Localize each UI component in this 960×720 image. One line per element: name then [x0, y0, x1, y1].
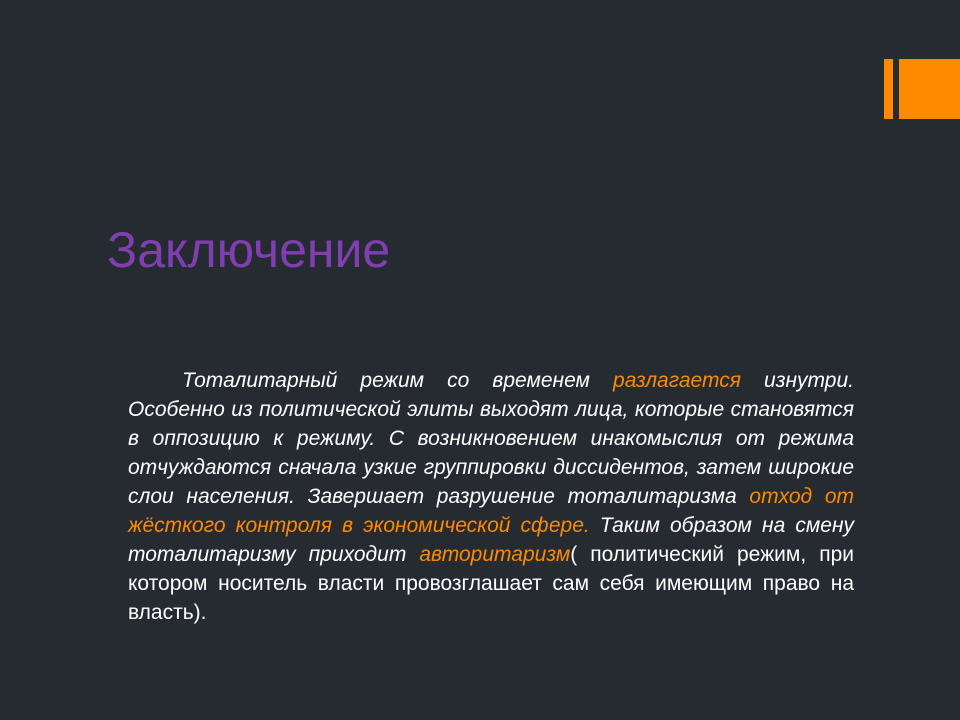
paragraph-text-2: изнутри. Особенно из политической элиты выходят лица, которые становятся в оппозицию к режиму. С возникновением инакомыслия от режима отчуждаются сначала узкие группировки диссидентов, затем широкие слои населения. Завершает разрушение тоталитаризма [128, 369, 854, 508]
conclusion-paragraph [128, 366, 854, 627]
accent-bar-thick [899, 59, 960, 119]
highlight-decays: разлагается [613, 369, 741, 392]
highlight-economic-control: отход от жёсткого контроля в экономической сфере. [128, 485, 854, 537]
paragraph-definition: ( политический режим, при котором носитель власти провозглашает сам себя имеющим право на власть). [128, 543, 854, 624]
paragraph-text-3: Таким образом на смену тоталитаризму приходит [128, 514, 855, 566]
accent-bar-thin [884, 59, 893, 119]
slide-title: Заключение [107, 222, 391, 278]
highlight-authoritarianism: авторитаризм [419, 543, 571, 566]
paragraph-text-1: Тоталитарный режим со временем [182, 369, 614, 392]
